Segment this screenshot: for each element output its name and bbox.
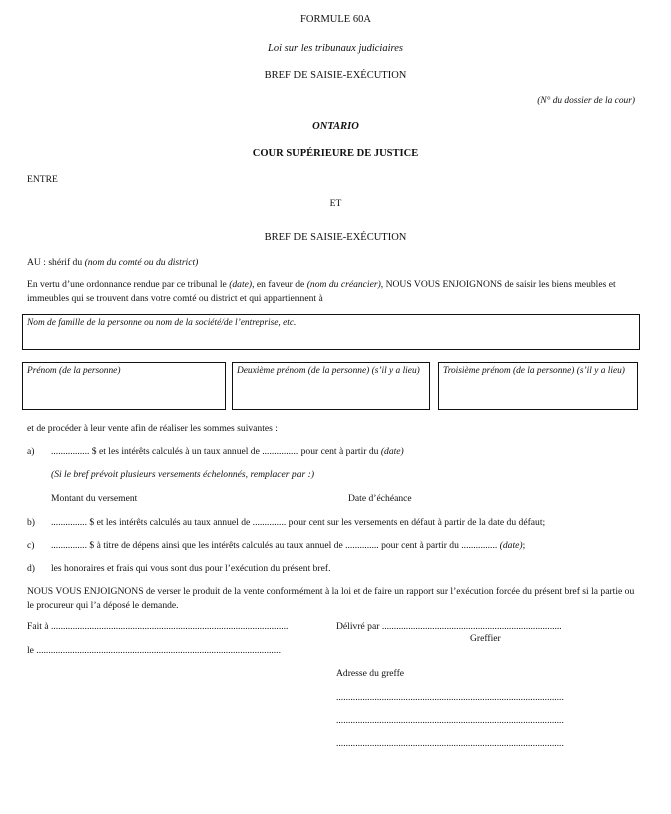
court-name: COUR SUPÉRIEURE DE JUSTICE	[252, 148, 419, 159]
court-file-number: (N° du dossier de la cour)	[537, 96, 635, 106]
third-name-box[interactable]	[438, 362, 638, 410]
between-label: ENTRE	[27, 174, 58, 185]
proceed-text: et de procéder à leur vente afin de réaliser les sommes suivantes :	[27, 423, 278, 434]
item-c-text[interactable]	[51, 540, 525, 551]
form-title: BREF DE SAISIE-EXÉCUTION	[264, 70, 407, 81]
and-label: ET	[329, 198, 342, 209]
item-c-amount-rate: ............... $ à titre de dépens ainsi que les intérêts calculés au taux annuel de .............. pour cent à partir du ...............	[51, 540, 500, 551]
item-d-text: les honoraires et frais qui vous sont dus pour l’exécution du présent bref.	[51, 563, 331, 574]
item-c-date-field: (date)	[499, 540, 523, 551]
surname-box-label: Nom de famille de la personne ou nom de la société/de l’entreprise, etc.	[27, 318, 297, 328]
made-at-line[interactable]: Fait à ...................................................................................................	[27, 621, 289, 632]
to-sheriff-line	[27, 257, 198, 268]
order-text-1: En vertu d’une ordonnance rendue par ce tribunal le	[27, 279, 230, 290]
final-paragraph: NOUS VOUS ENJOIGNONS de verser le produit de la vente conformément à la loi et de faire un rapport sur l’exécution forcée du présent bref si la partie ou le procureur qui l’a déposé le demande.	[27, 586, 635, 611]
address-line-1[interactable]: ...............................................................................................	[336, 692, 564, 703]
county-field[interactable]: (nom du comté ou du district)	[84, 257, 199, 268]
item-a-text[interactable]	[51, 446, 404, 457]
item-b-text[interactable]: ............... $ et les intérêts calculés au taux annuel de .............. pour cent sur les versements en défaut à partir de la date du défaut;	[51, 517, 546, 528]
installment-amount-label: Montant du versement	[51, 493, 138, 504]
order-date-field[interactable]: (date)	[229, 279, 253, 290]
second-name-box-label: Deuxième prénom (de la personne) (s’il y a lieu)	[237, 366, 420, 376]
date-on-line[interactable]: le ......................................................................................................	[27, 645, 281, 656]
order-paragraph	[27, 278, 639, 306]
first-name-box-label: Prénom (de la personne)	[27, 366, 121, 376]
issued-by-line[interactable]: Délivré par ...........................................................................	[336, 621, 562, 632]
form-number: FORMULE 60A	[300, 14, 371, 25]
writ-heading: BREF DE SAISIE-EXÉCUTION	[264, 232, 407, 243]
to-sheriff-prefix: AU : shérif du	[27, 257, 85, 268]
installments-note: (Si le bref prévoit plusieurs versements échelonnés, remplacer par :)	[51, 469, 315, 480]
item-d-label: d)	[27, 563, 35, 574]
item-a-label: a)	[27, 446, 35, 457]
second-name-box[interactable]	[232, 362, 430, 410]
third-name-box-label: Troisième prénom (de la personne) (s’il y a lieu)	[443, 366, 625, 376]
creditor-name-field[interactable]: (nom du créancier)	[306, 279, 381, 290]
address-line-2[interactable]: ...............................................................................................	[336, 715, 564, 726]
first-name-box[interactable]	[22, 362, 226, 410]
surname-box[interactable]	[22, 314, 640, 350]
province-name: ONTARIO	[312, 121, 359, 132]
order-text-2: , en faveur de	[252, 279, 307, 290]
address-line-3[interactable]: ...............................................................................................	[336, 738, 564, 749]
registrar-label: Greffier	[470, 633, 501, 644]
item-c-end: ;	[522, 540, 526, 551]
order-text-3: , NOUS VOUS ENJOIGNONS de saisir les biens meubles et immeubles qui se trouvent dans votre comté ou district et qui appartiennent à	[27, 279, 616, 304]
item-a-date-field: (date)	[380, 446, 404, 457]
statute-title: Loi sur les tribunaux judiciaires	[268, 43, 403, 54]
office-address-label: Adresse du greffe	[336, 668, 405, 679]
item-b-label: b)	[27, 517, 35, 528]
item-c-label: c)	[27, 540, 35, 551]
item-a-amount-rate: ................ $ et les intérêts calculés à un taux annuel de ............... pour cent à partir du	[51, 446, 381, 457]
due-date-label: Date d’échéance	[348, 493, 412, 504]
